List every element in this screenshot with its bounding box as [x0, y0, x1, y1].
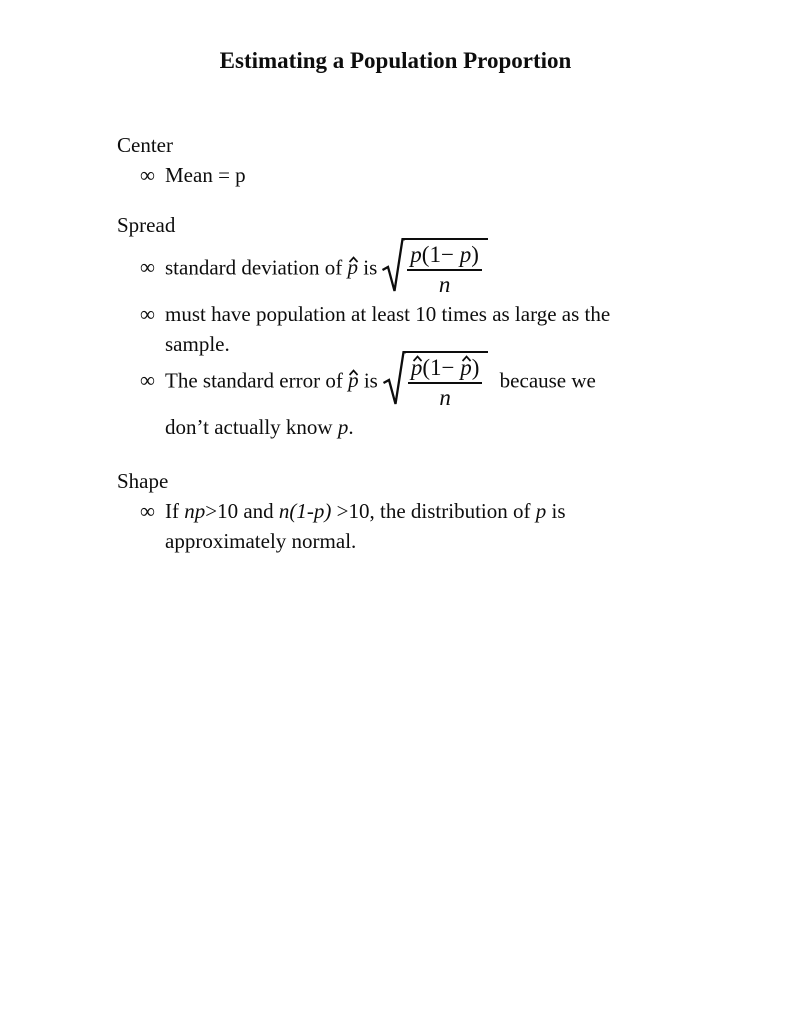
- hat-icon: [461, 355, 472, 362]
- p-hat-symbol: [460, 355, 472, 380]
- se-var-p: p: [337, 415, 349, 439]
- bullet-mean-line: [140, 160, 791, 190]
- se-num-p2: p: [460, 355, 472, 380]
- infinity-bullet-icon: ∞: [140, 255, 155, 280]
- hat-icon: [348, 369, 359, 376]
- se-period: .: [348, 415, 354, 439]
- rule-cond2: >10, the distribution of: [331, 499, 536, 523]
- infinity-bullet-icon: ∞: [140, 163, 155, 187]
- sd-line: [140, 240, 791, 299]
- bullet-standard-error: [140, 353, 791, 442]
- se-den-n: n: [439, 385, 451, 410]
- p-hat-letter: p: [348, 368, 359, 393]
- section-heading-spread: Spread: [117, 213, 176, 237]
- hat-icon: [348, 256, 359, 263]
- sd-numerator: [407, 242, 482, 269]
- bullet-standard-deviation: [140, 240, 791, 299]
- rule-line-2: [165, 526, 791, 556]
- se-sqrt-formula: [382, 351, 489, 410]
- sd-radicand: [404, 238, 488, 297]
- hat-icon: [412, 355, 423, 362]
- section-heading-center: Center: [117, 133, 173, 157]
- sd-den-n: n: [438, 272, 451, 297]
- infinity-bullet-icon: ∞: [140, 499, 155, 523]
- se-text-post: because we: [494, 368, 596, 393]
- se-line-2: [165, 412, 791, 442]
- population-text-1: must have population at least 10 times as large as the: [165, 302, 611, 326]
- se-num-mid: (1−: [422, 355, 461, 380]
- sd-text-is: is: [358, 255, 378, 280]
- se-radicand: [405, 351, 489, 410]
- se-fraction: [408, 355, 483, 410]
- sd-num-p2: p: [459, 242, 472, 267]
- sd-fraction: [407, 242, 482, 297]
- bullet-population-size: [140, 299, 791, 359]
- p-hat-letter: p: [347, 255, 359, 280]
- population-text-2: sample.: [165, 332, 230, 356]
- bullet-normality-rule: [140, 496, 791, 556]
- se-text-pre: The standard error of: [165, 368, 349, 393]
- rule-line-1: [140, 496, 791, 526]
- sd-sqrt-formula: [381, 238, 488, 297]
- bullet-mean: [140, 160, 791, 190]
- se-line-1: [140, 353, 791, 412]
- se-num-p1: p: [410, 355, 423, 380]
- population-line-1: [140, 299, 791, 329]
- rule-p: p: [535, 499, 547, 523]
- p-hat-symbol: [348, 252, 359, 282]
- sd-denominator: [407, 269, 482, 297]
- sd-num-p1: p: [410, 242, 422, 267]
- rule-is: is: [546, 499, 566, 523]
- rule-n1p: n(1-p): [278, 499, 332, 523]
- radical-icon: [381, 238, 405, 296]
- rule-if: If: [165, 499, 185, 523]
- sd-num-mid: (1−: [421, 242, 460, 267]
- sd-text-pre: standard deviation of: [165, 255, 348, 280]
- rule-cond1: >10 and: [205, 499, 279, 523]
- se-text-know: don’t actually know: [165, 415, 338, 439]
- se-num-close: ): [471, 355, 480, 380]
- se-text-is: is: [358, 368, 378, 393]
- page-title: Estimating a Population Proportion: [219, 48, 572, 73]
- p-hat-symbol: [348, 365, 359, 395]
- p-hat-symbol: [411, 355, 423, 380]
- infinity-bullet-icon: ∞: [140, 302, 155, 326]
- section-heading-shape: Shape: [117, 469, 169, 493]
- sd-num-close: ): [471, 242, 479, 267]
- infinity-bullet-icon: ∞: [140, 368, 155, 393]
- se-numerator: [408, 355, 483, 382]
- rule-normal-text: approximately normal.: [165, 529, 357, 553]
- rule-np: np: [184, 499, 206, 523]
- se-denominator: [408, 382, 483, 410]
- radical-icon: [382, 351, 406, 409]
- mean-text: Mean = p: [165, 163, 246, 187]
